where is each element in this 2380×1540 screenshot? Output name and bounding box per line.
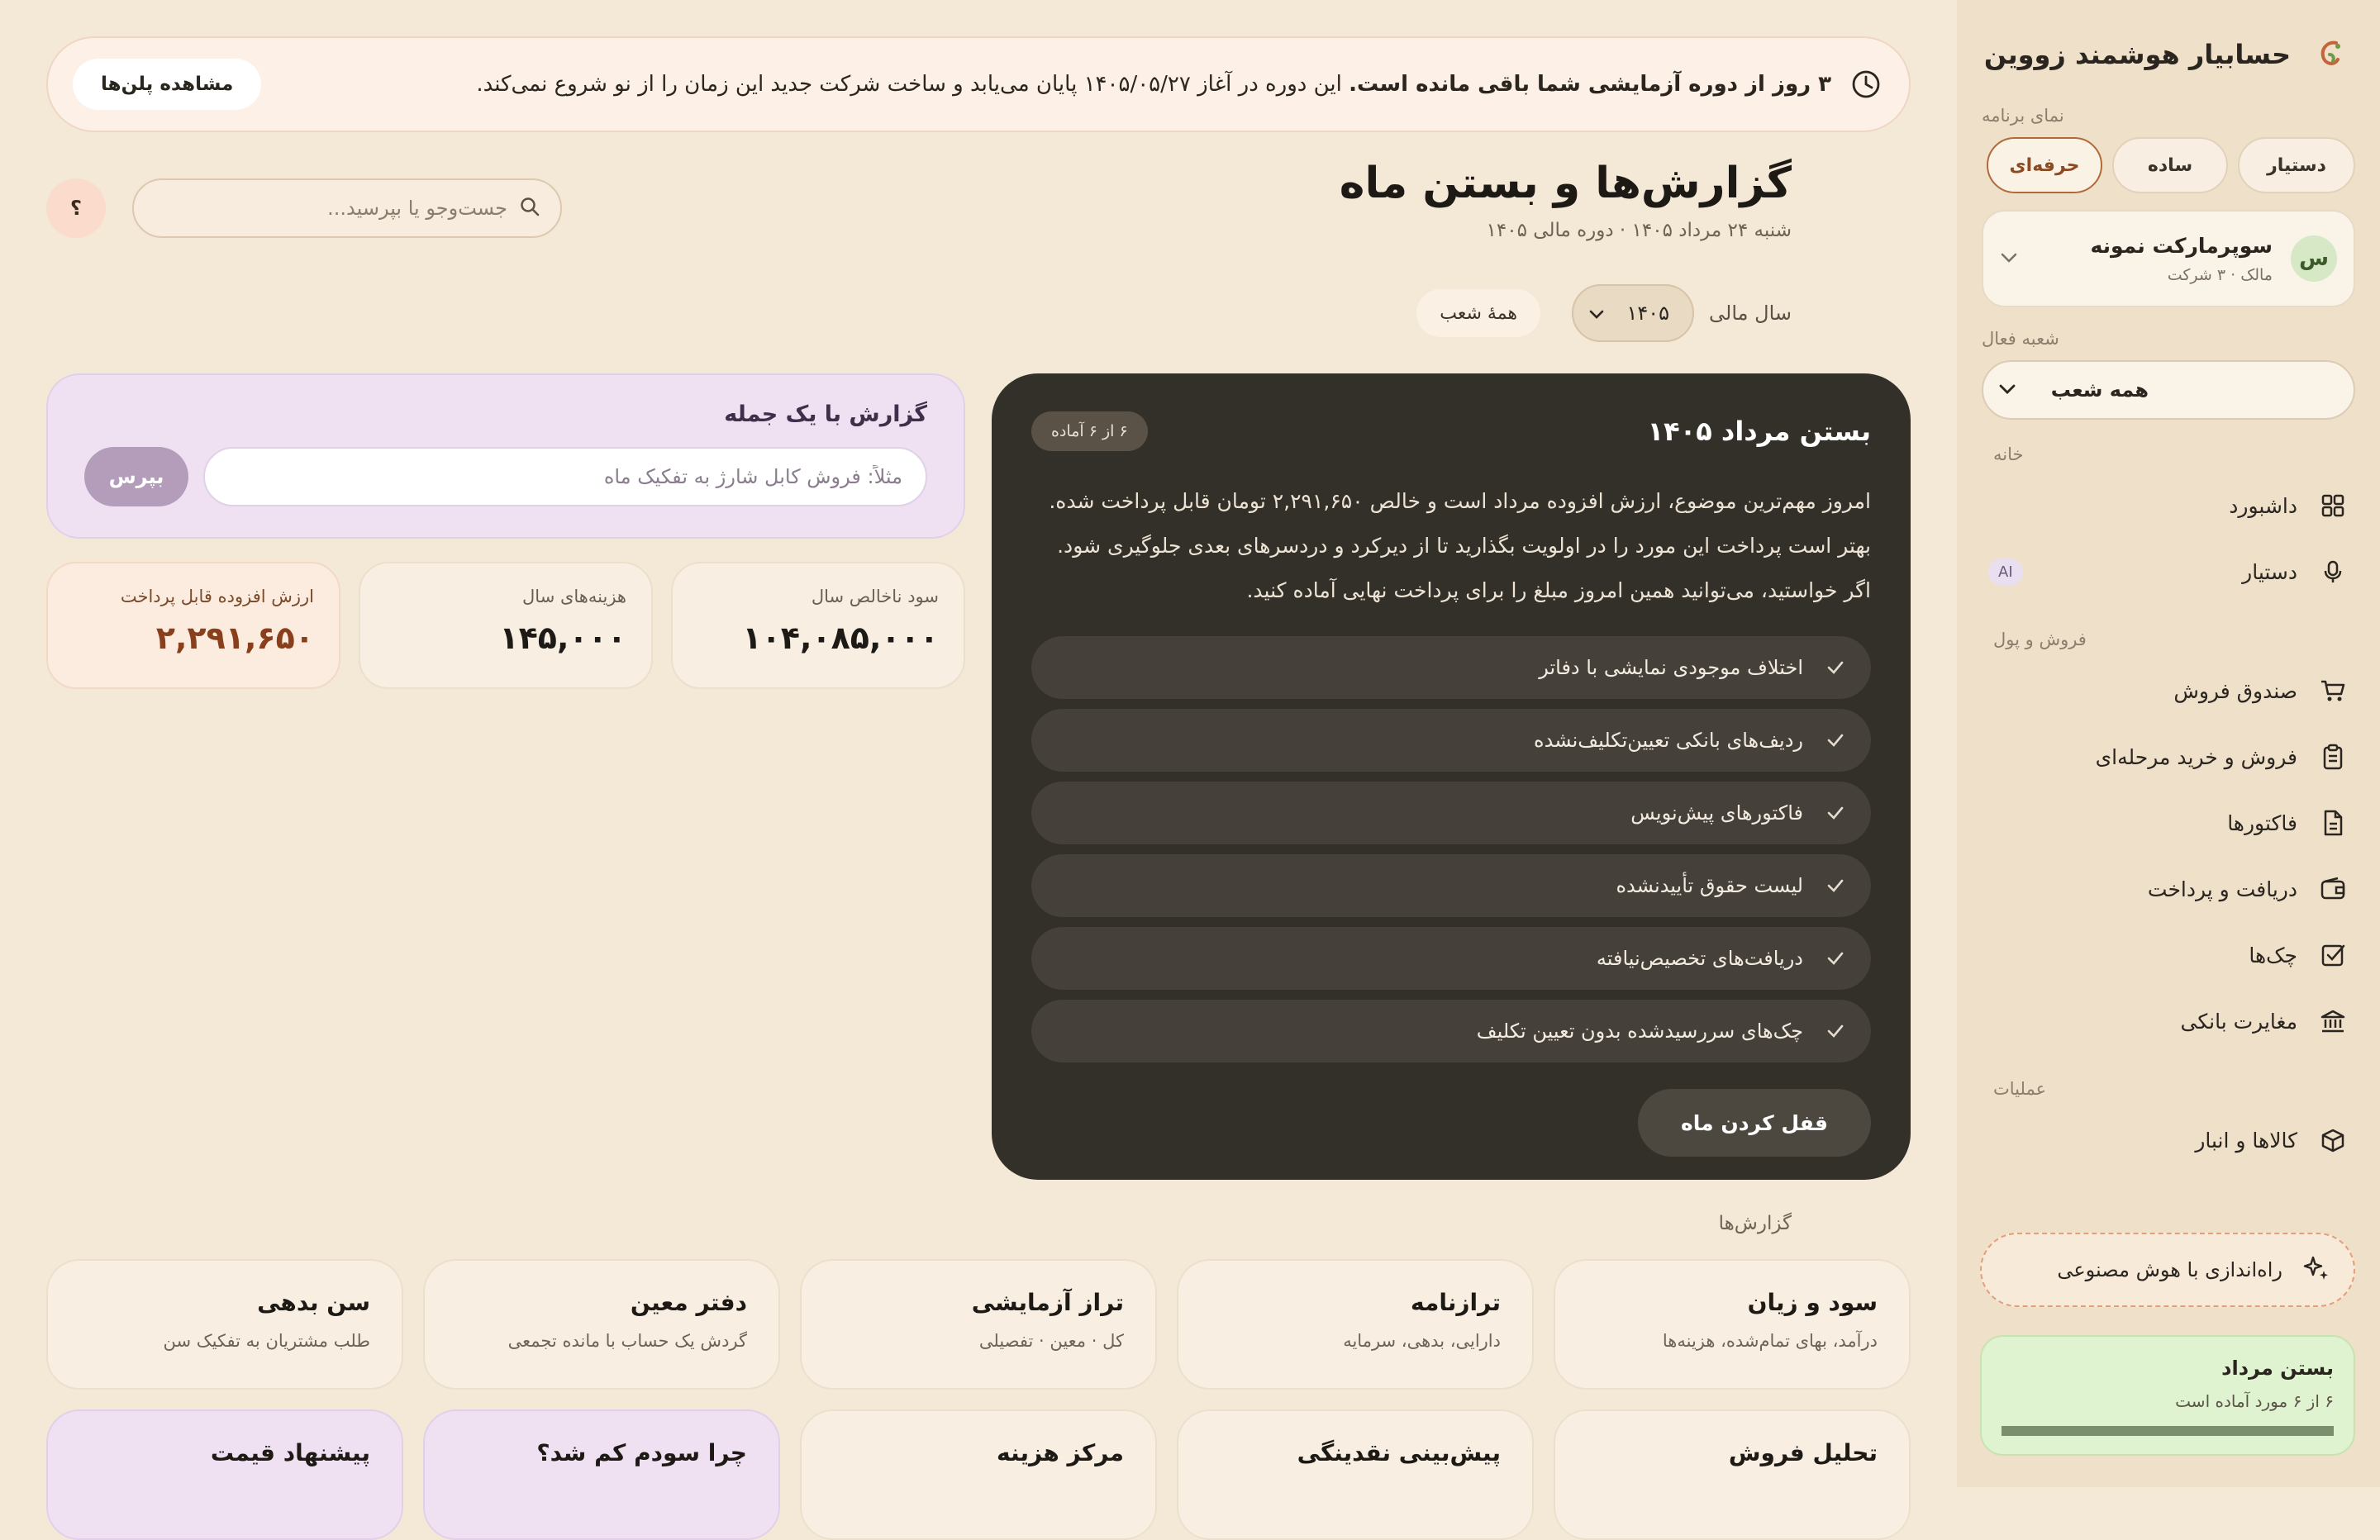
trial-banner <box>46 36 1911 132</box>
kpi-label: سود ناخالص سال <box>811 587 939 606</box>
mode-simple-button[interactable]: ساده <box>2112 137 2228 193</box>
checkmark-icon <box>1825 657 1846 678</box>
checklist-item[interactable] <box>1031 782 1871 844</box>
one-sentence-report-card <box>46 373 965 539</box>
box-icon <box>2319 1126 2347 1154</box>
kpi-vat-payable <box>46 562 340 689</box>
company-name: سوپرمارکت نمونه <box>2090 233 2273 258</box>
month-close-progress <box>2002 1426 2334 1436</box>
kpi-expenses <box>359 562 653 689</box>
kpi-row <box>46 562 965 689</box>
report-sales-analysis[interactable] <box>1554 1409 1911 1540</box>
sparkle-icon <box>2302 1254 2330 1286</box>
report-sub: طلب مشتریان به تفکیک سن <box>163 1331 370 1351</box>
report-balance-sheet[interactable] <box>1177 1259 1534 1390</box>
branch-select-value: همه شعب <box>2050 378 2149 402</box>
report-sub: گردش یک حساب با مانده تجمعی <box>507 1331 747 1351</box>
month-close-checklist <box>1031 636 1871 1062</box>
month-close-progress-fill <box>2002 1426 2334 1436</box>
mode-professional-button[interactable]: حرفه‌ای <box>1987 137 2102 193</box>
checkmark-icon <box>1825 802 1846 824</box>
view-plans-button[interactable]: مشاهده پلن‌ها <box>73 59 261 110</box>
sidebar-item-label: چک‌ها <box>2249 943 2297 967</box>
checkmark-icon <box>1825 948 1846 969</box>
sidebar-item-pos[interactable] <box>1982 658 2355 724</box>
fiscal-year-label: سال مالی <box>1709 302 1792 325</box>
month-close-title: بستن مرداد <box>2221 1357 2334 1380</box>
checklist-item[interactable] <box>1031 636 1871 699</box>
search-input[interactable] <box>154 197 507 220</box>
sidebar-item-label: فروش و خرید مرحله‌ای <box>2095 744 2297 769</box>
report-title: سن بدهی <box>257 1289 370 1316</box>
sidebar-item-inventory[interactable] <box>1982 1107 2355 1173</box>
sidebar-item-bank-reconciliation[interactable] <box>1982 988 2355 1054</box>
checkmark-icon <box>1825 875 1846 896</box>
ask-button[interactable]: بپرس <box>84 447 188 506</box>
sidebar-item-label: فاکتورها <box>2227 810 2297 835</box>
sidebar-item-assistant[interactable] <box>1982 539 2355 605</box>
reports-section-label: گزارش‌ها <box>1718 1213 1792 1234</box>
brand-name: حسابیار هوشمند زووین <box>1983 39 2291 70</box>
view-mode-label: نمای برنامه <box>1982 106 2064 126</box>
page-date: شنبه ۲۴ مرداد ۱۴۰۵ · دوره مالی ۱۴۰۵ <box>1486 220 1792 241</box>
checklist-item[interactable] <box>1031 1000 1871 1062</box>
month-close-description: امروز مهم‌ترین موضوع، ارزش افزوده مرداد است و خالص ۲,۲۹۱,۶۵۰ تومان قابل پرداخت شده. بهتر است پرداخت این مورد را در اولویت بگذارید تا از دیرکرد و دردسرهای بعدی جلوگیری شود. اگر خواستید، می‌توانید همین امروز مبلغ را برای پرداخت نهایی آماده کنید. <box>1049 489 1871 602</box>
sidebar-item-cheques[interactable] <box>1982 922 2355 988</box>
month-close-sub: ۶ از ۶ مورد آماده است <box>2175 1391 2334 1411</box>
ai-badge: AI <box>1988 558 2023 586</box>
report-title: تحلیل فروش <box>1728 1439 1878 1466</box>
checklist-item-label: فاکتورهای پیش‌نویس <box>1630 801 1803 825</box>
chevron-down-icon <box>1998 383 2016 398</box>
report-title: سود و زیان <box>1747 1289 1878 1316</box>
report-sub: کل · معین · تفصیلی <box>978 1331 1124 1351</box>
report-sub: دارایی، بدهی، سرمایه <box>1343 1331 1501 1351</box>
clipboard-icon <box>2319 743 2347 771</box>
report-title: پیشنهاد قیمت <box>210 1439 370 1466</box>
company-sub: مالک · ۳ شرکت <box>2167 265 2273 284</box>
month-close-panel <box>992 373 1911 1180</box>
branch-select[interactable] <box>1982 360 2355 420</box>
report-subsidiary-ledger[interactable] <box>423 1259 780 1390</box>
branches-filter-button[interactable]: همهٔ شعب <box>1416 289 1540 337</box>
view-mode-toggle <box>1982 137 2355 193</box>
report-profit-loss[interactable] <box>1554 1259 1911 1390</box>
report-sub: درآمد، بهای تمام‌شده، هزینه‌ها <box>1662 1331 1878 1351</box>
sidebar-item-label: کالاها و انبار <box>2195 1128 2297 1153</box>
help-button[interactable]: ؟ <box>46 178 106 238</box>
dashboard-icon <box>2319 492 2347 520</box>
report-debt-aging[interactable] <box>46 1259 403 1390</box>
checklist-item[interactable] <box>1031 854 1871 917</box>
sidebar <box>1957 0 2380 1487</box>
reports-grid <box>46 1259 1911 1540</box>
fiscal-year-value: ۱۴۰۵ <box>1626 302 1670 325</box>
sidebar-item-label: صندوق فروش <box>2173 678 2297 703</box>
sidebar-item-staged-sales[interactable] <box>1982 724 2355 790</box>
sidebar-item-label: دریافت و پرداخت <box>2147 877 2297 901</box>
ready-badge: ۶ از ۶ آماده <box>1031 411 1148 451</box>
fiscal-year-select[interactable] <box>1572 284 1694 342</box>
ai-setup-button[interactable] <box>1980 1233 2355 1307</box>
microphone-icon <box>2319 558 2347 586</box>
report-trial-balance[interactable] <box>800 1259 1157 1390</box>
checklist-item[interactable] <box>1031 927 1871 990</box>
brand <box>1982 30 2355 79</box>
checklist-item-label: ردیف‌های بانکی تعیین‌تکلیف‌نشده <box>1534 729 1803 752</box>
report-price-suggestion[interactable] <box>46 1409 403 1540</box>
report-title: مرکز هزینه <box>997 1439 1124 1466</box>
brand-logo-icon <box>2309 34 2350 75</box>
nav-section-home: خانه <box>1993 444 2024 464</box>
kpi-value: ۱۴۵,۰۰۰ <box>499 620 626 656</box>
report-title: ترازنامه <box>1411 1289 1501 1316</box>
trial-banner-text: ۳ روز از دوره آزمایشی شما باقی مانده است. این دوره در آغاز ۱۴۰۵/۰۵/۲۷ پایان می‌یابد و ساخت شرکت جدید این زمان را از نو شروع نمی‌کند. <box>476 72 1831 97</box>
nav-section-sales-money: فروش و پول <box>1993 630 2087 649</box>
sidebar-item-label: دستیار <box>2242 559 2297 584</box>
report-why-profit-dropped[interactable] <box>423 1409 780 1540</box>
kpi-gross-profit <box>671 562 965 689</box>
checklist-item[interactable] <box>1031 709 1871 772</box>
report-title: پیش‌بینی نقدینگی <box>1297 1439 1501 1466</box>
report-title: دفتر معین <box>630 1289 747 1316</box>
checkmark-icon <box>1825 730 1846 751</box>
report-cost-center[interactable] <box>800 1409 1157 1540</box>
nav-list <box>1982 444 2355 1153</box>
nav-section-operations: عملیات <box>1993 1079 2047 1099</box>
month-close-status-card[interactable] <box>1980 1335 2355 1456</box>
page-title: گزارش‌ها و بستن ماه <box>1339 159 1792 208</box>
checkmark-icon <box>1825 1020 1846 1042</box>
wallet-icon <box>2319 875 2347 903</box>
check-square-icon <box>2319 941 2347 969</box>
kpi-value: ۲,۲۹۱,۶۵۰ <box>155 620 314 656</box>
kpi-label: هزینه‌های سال <box>522 587 626 606</box>
filters-row <box>1416 284 1792 342</box>
report-cash-forecast[interactable] <box>1177 1409 1534 1540</box>
chevron-down-icon <box>1588 302 1605 325</box>
chevron-down-icon <box>2000 251 2018 267</box>
kpi-value: ۱۰۴,۰۸۵,۰۰۰ <box>742 620 939 656</box>
active-branch-label: شعبه فعال <box>1982 329 2059 349</box>
sidebar-item-invoices[interactable] <box>1982 790 2355 856</box>
sidebar-item-label: مغایرت بانکی <box>2180 1009 2297 1034</box>
month-close-panel-title: بستن مرداد ۱۴۰۵ <box>1647 416 1871 447</box>
sidebar-item-dashboard[interactable] <box>1982 473 2355 539</box>
nav-fade <box>1957 1190 2380 1214</box>
report-title: چرا سودم کم شد؟ <box>536 1439 747 1466</box>
sidebar-item-label: داشبورد <box>2229 493 2297 518</box>
search-icon <box>519 196 540 221</box>
kpi-label: ارزش افزوده قابل پرداخت <box>120 587 314 606</box>
bank-icon <box>2319 1007 2347 1035</box>
document-icon <box>2319 809 2347 837</box>
checklist-item-label: چک‌های سررسیدشده بدون تعیین تکلیف <box>1476 1020 1803 1043</box>
report-query-input[interactable] <box>203 447 927 506</box>
checklist-item-label: لیست حقوق تأییدنشده <box>1616 874 1803 897</box>
lock-month-button[interactable]: قفل کردن ماه <box>1638 1089 1871 1157</box>
report-title: تراز آزمایشی <box>971 1289 1124 1316</box>
sidebar-item-receipts-payments[interactable] <box>1982 856 2355 922</box>
checklist-item-label: دریافت‌های تخصیص‌نیافته <box>1596 947 1803 970</box>
ai-setup-label: راه‌اندازی با هوش مصنوعی <box>2057 1258 2282 1281</box>
one-sentence-report-title: گزارش با یک جمله <box>724 402 927 427</box>
checklist-item-label: اختلاف موجودی نمایشی با دفاتر <box>1539 656 1803 679</box>
clock-icon <box>1849 68 1883 101</box>
company-avatar: س <box>2291 235 2337 282</box>
cart-icon <box>2319 677 2347 705</box>
mode-assistant-button[interactable]: دستیار <box>2238 137 2355 193</box>
company-switcher[interactable] <box>1982 210 2355 307</box>
search-box[interactable] <box>132 178 562 238</box>
